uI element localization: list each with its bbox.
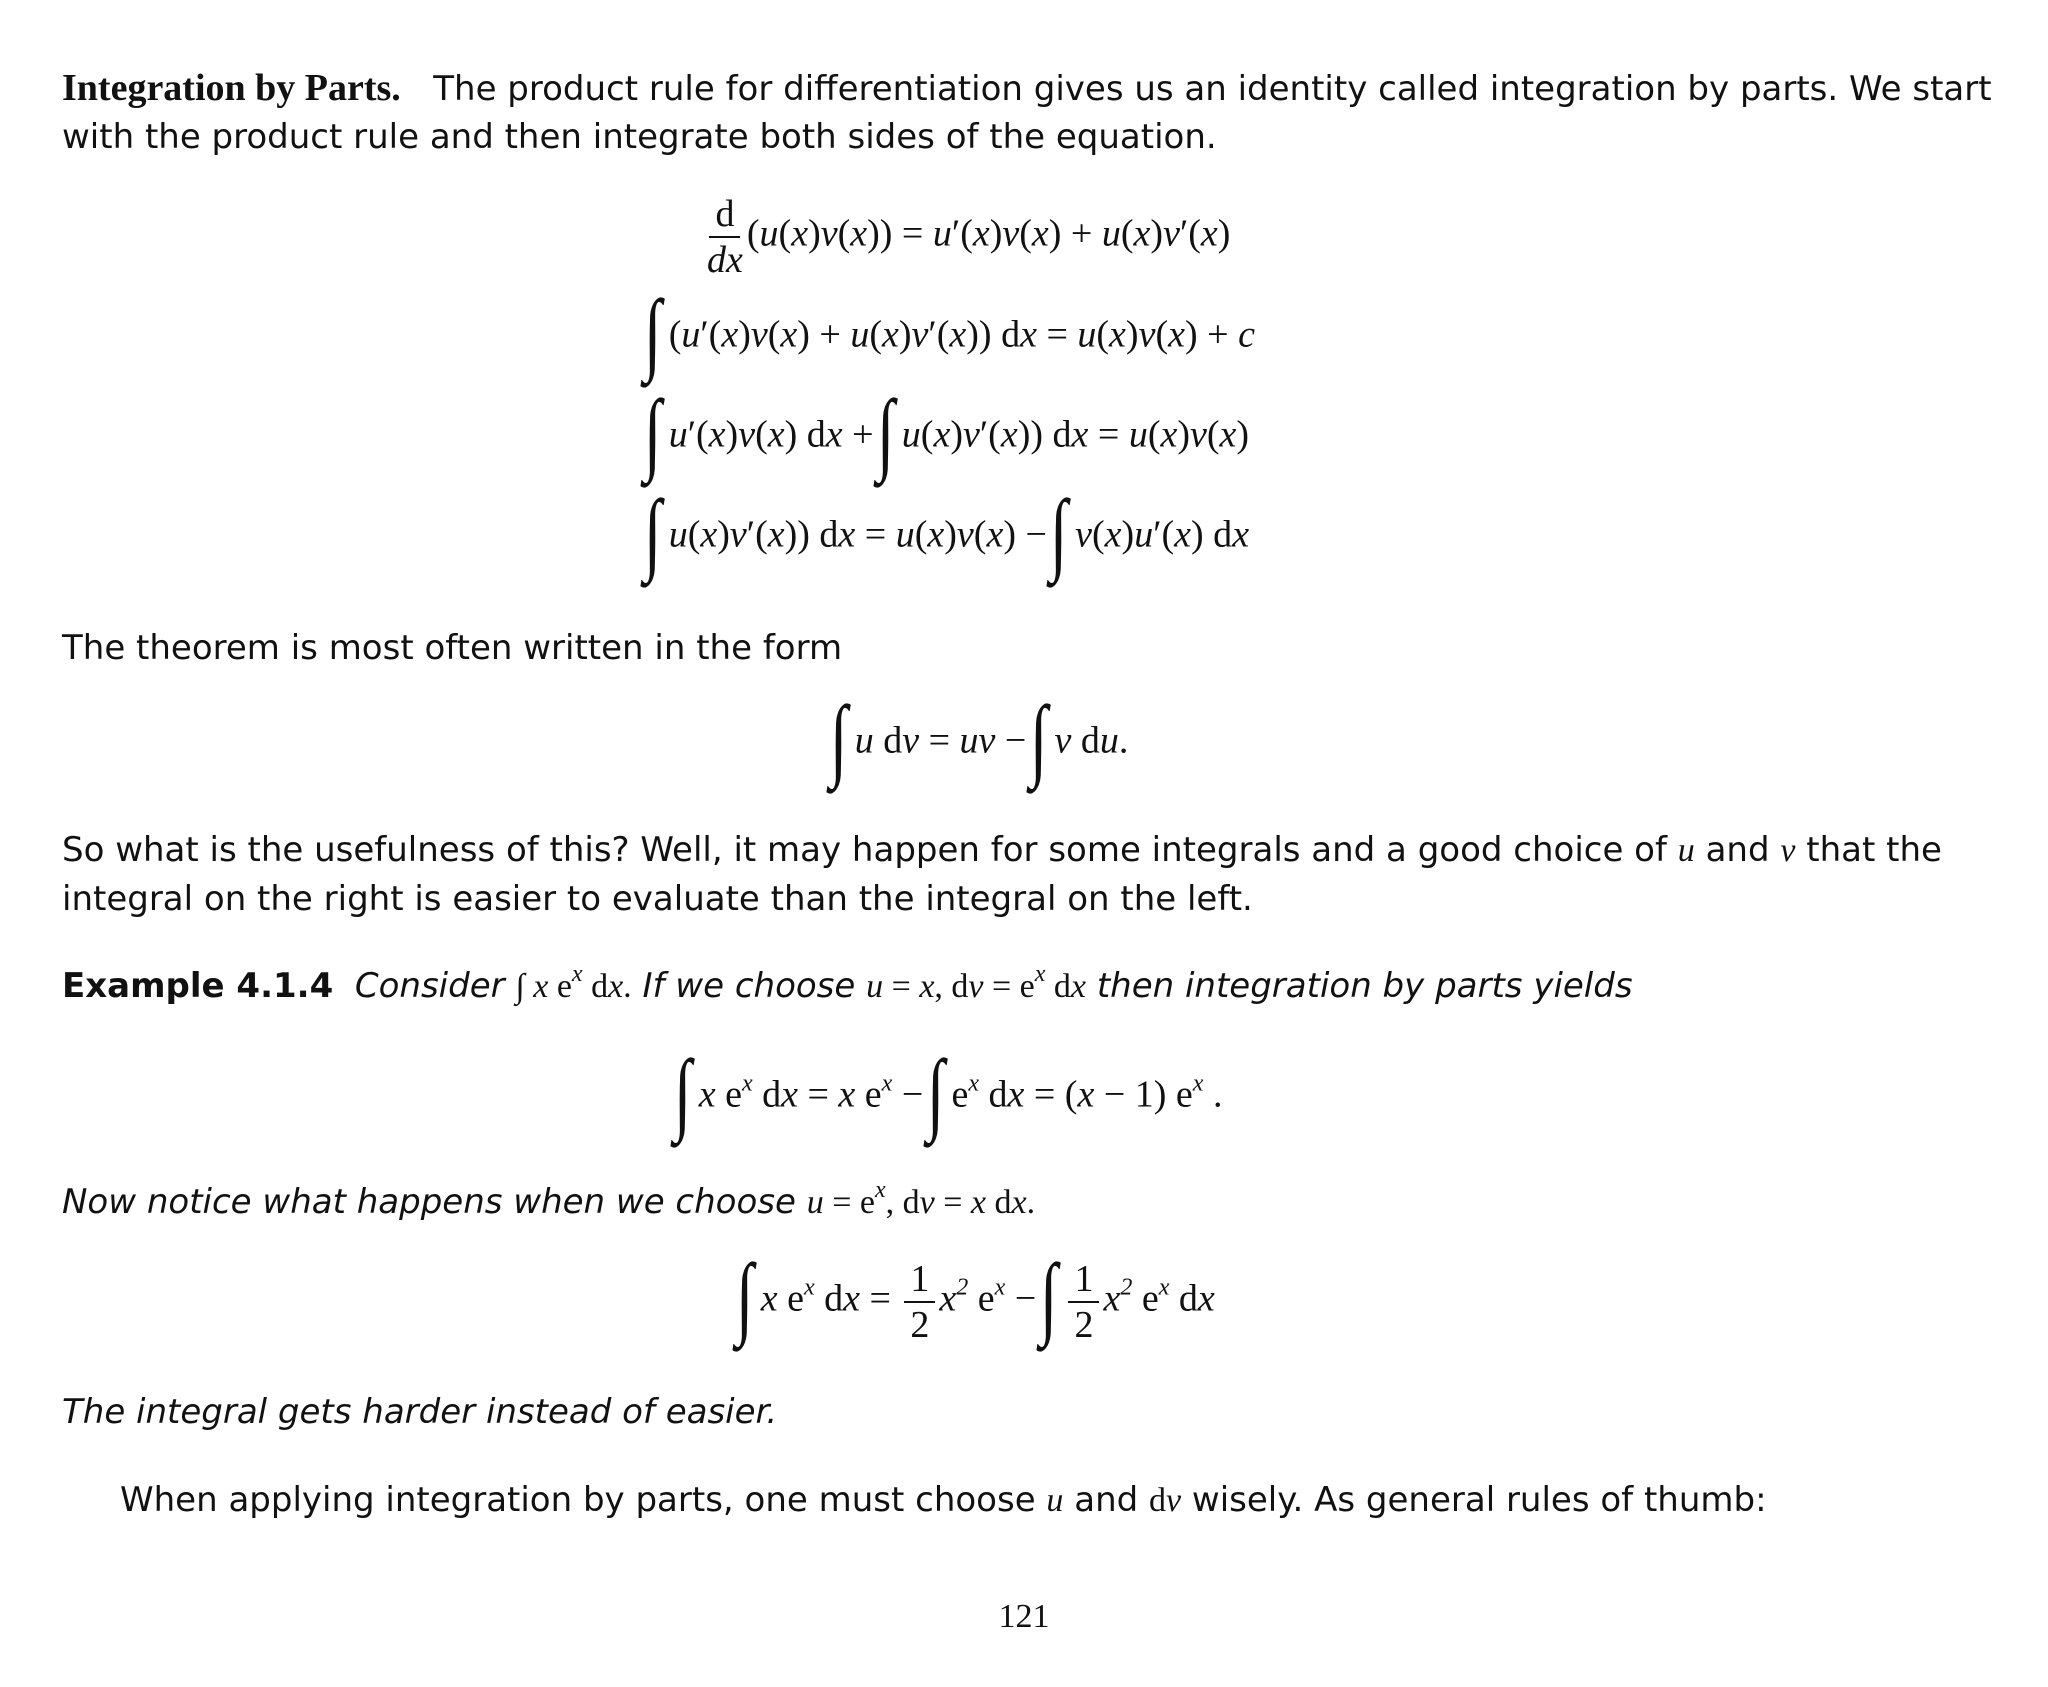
theorem-lead: The theorem is most often written in the form xyxy=(62,628,843,668)
closing-text-b: and xyxy=(1074,1480,1139,1520)
derivation-line-3: ∫ u′(x)v(x) dx + ∫ u(x)v′(x)) dx = u(x)v(x) xyxy=(643,381,1250,483)
closing-text-c: wisely. As general rules of thumb: xyxy=(1191,1480,1767,1520)
usefulness-part2: that the integral on the right is easier to evaluate than the integral on the left. xyxy=(62,830,1942,919)
example-yields: then integration by parts yields xyxy=(1096,966,1633,1006)
example-label: Example 4.1.4 xyxy=(62,966,334,1006)
usefulness-and: and xyxy=(1705,830,1770,870)
page-number: 121 xyxy=(998,1598,1050,1635)
closing-text-a: When applying integration by parts, one must choose xyxy=(120,1480,1036,1520)
usefulness-part1: So what is the usefulness of this? Well, it may happen for some integrals and a good choice of xyxy=(62,830,1667,870)
usefulness-paragraph: So what is the usefulness of this? Well, it may happen for some integrals and a good choice of u and v that the integral on the right is easier to evaluate than the integral on the left. xyxy=(62,830,1942,919)
derivation-line-4: ∫ u(x)v′(x)) dx = u(x)v(x) − ∫ v(x)u′(x) dx xyxy=(643,481,1250,583)
example-choose: If we choose xyxy=(642,966,856,1006)
closing-paragraph: When applying integration by parts, one must choose u and dv wisely. As general rules of thumb: xyxy=(120,1480,1767,1520)
section-title: Integration by Parts. xyxy=(62,67,401,109)
derivation-line-2: ∫ (u′(x)v(x) + u(x)v′(x)) dx = u(x)v(x) + c xyxy=(643,281,1255,383)
intro-paragraph xyxy=(62,64,1992,161)
example-equation-1: ∫ x $e^x$ dx = x $e^x$ − ∫ $e^x$ dx = (x − 1) $e^x$ . xyxy=(673,1041,1223,1143)
example-consider: Consider xyxy=(354,966,505,1006)
example-equation-2: ∫ x $e^x$ dx = $\frac{1}{2}$ $x^2$ $e^x$ − ∫ $\frac{1}{2}$ $x^2$ $e^x$ dx xyxy=(735,1245,1215,1347)
theorem-formula: ∫ u dv = uv − ∫ v du. xyxy=(829,687,1129,789)
derivation-line-1: $\frac{d}{dx}$ (u(x)v(x)) = u′(x)v(x) + u(x)v′(x) xyxy=(707,193,1231,281)
example-harder: The integral gets harder instead of easier. xyxy=(62,1392,778,1432)
intro-text: The product rule for differentiation gives us an identity called integration by parts. We start with the product rule and then integrate both sides of the equation. xyxy=(62,69,1992,157)
example-paragraph: Example 4.1.4 Consider ∫ x $e^x$ dx. If we choose u = x, dv = $e^x$ dx then integration by parts yields xyxy=(62,961,1633,1006)
notice-paragraph: Now notice what happens when we choose $u = e^x$, dv = x dx. xyxy=(62,1177,1036,1222)
example-notice: Now notice what happens when we choose xyxy=(62,1182,796,1222)
